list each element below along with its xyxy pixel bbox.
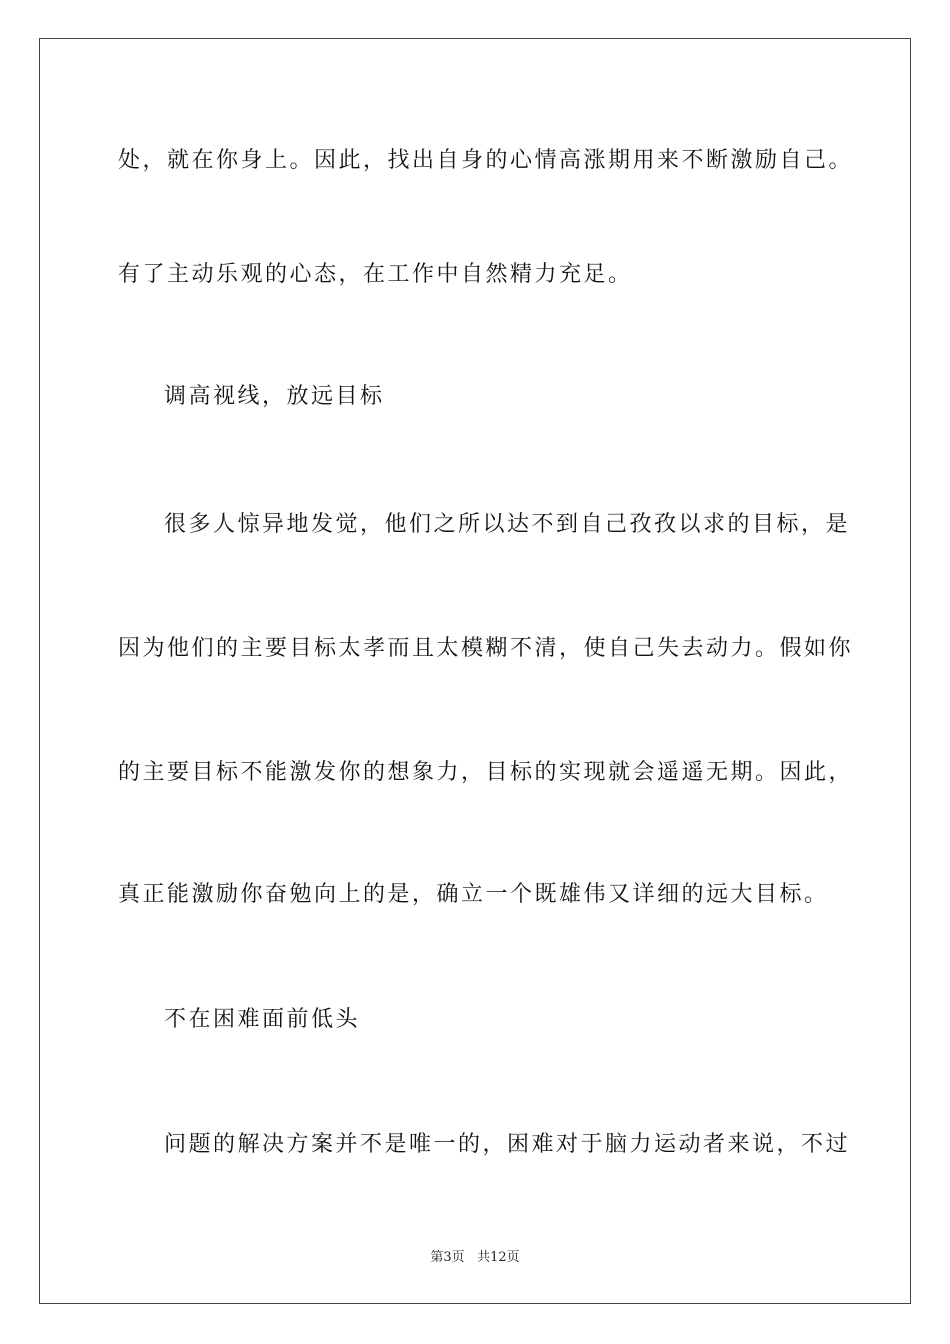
body-text-line: 的主要目标不能激发你的想象力，目标的实现就会遥遥无期。因此，	[118, 760, 854, 785]
paragraph-first-line: 问题的解决方案并不是唯一的，困难对于脑力运动者来说，不过	[164, 1132, 851, 1157]
page-footer	[0, 1246, 950, 1265]
body-text-line: 真正能激励你奋勉向上的是，确立一个既雄伟又详细的远大目标。	[118, 882, 829, 907]
page-border	[39, 38, 911, 1304]
body-text-line: 有了主动乐观的心态，在工作中自然精力充足。	[118, 262, 633, 287]
body-text-line: 处，就在你身上。因此，找出自身的心情高涨期用来不断激励自己。	[118, 148, 854, 173]
paragraph-first-line: 很多人惊异地发觉，他们之所以达不到自己孜孜以求的目标，是	[164, 512, 851, 537]
section-heading: 调高视线，放远目标	[164, 384, 385, 409]
body-text-line: 因为他们的主要目标太孝而且太模糊不清，使自己失去动力。假如你	[118, 636, 854, 661]
page-number: 第3页	[430, 1250, 465, 1265]
section-heading: 不在困难面前低头	[164, 1007, 361, 1032]
page-total: 共12页	[477, 1250, 520, 1265]
